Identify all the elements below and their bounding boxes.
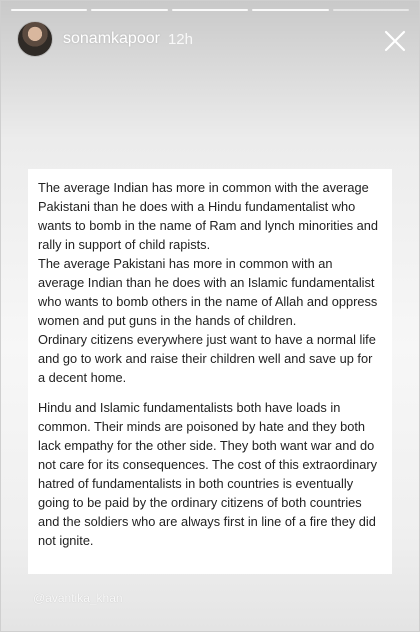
watermark: @avantika_khan: [33, 591, 123, 605]
post-paragraph: The average Indian has more in common with the average Pakistani than he does with a Hindu fundamentalist who wants to bomb in the name of Ram and lynch minorities and rally in support of child rapists.: [38, 180, 379, 252]
text-post-card: [28, 169, 392, 574]
progress-segment: [91, 9, 167, 11]
timestamp: 12h: [167, 30, 193, 48]
story-progress-bar: [11, 9, 409, 11]
username[interactable]: sonamkapoor: [63, 30, 160, 47]
progress-segment: [333, 9, 409, 11]
post-paragraph: The average Pakistani has more in common with an average Indian than he does with an Islamic fundamentalist who wants to bomb others in the name of Allah and oppress women and put guns in the hands of children.: [38, 256, 378, 328]
progress-segment: [172, 9, 248, 11]
story-header: [17, 21, 193, 57]
close-icon[interactable]: [383, 29, 407, 53]
avatar[interactable]: [17, 21, 53, 57]
post-paragraph: Hindu and Islamic fundamentalists both have loads in common. Their minds are poisoned by hate and they both lack empathy for the other side. They both want war and do not care for its consequences. The cost of this extraordinary hatred of fundamentalists in both countries is eventually going to be paid by the ordinary citizens of both countries and the soldiers who are always first in line of a fire they did not ignite.: [38, 400, 378, 548]
post-paragraph: Ordinary citizens everywhere just want to have a normal life and go to work and raise their children well and save up for a decent home.: [38, 332, 376, 385]
progress-segment: [11, 9, 87, 11]
progress-segment: [252, 9, 328, 11]
